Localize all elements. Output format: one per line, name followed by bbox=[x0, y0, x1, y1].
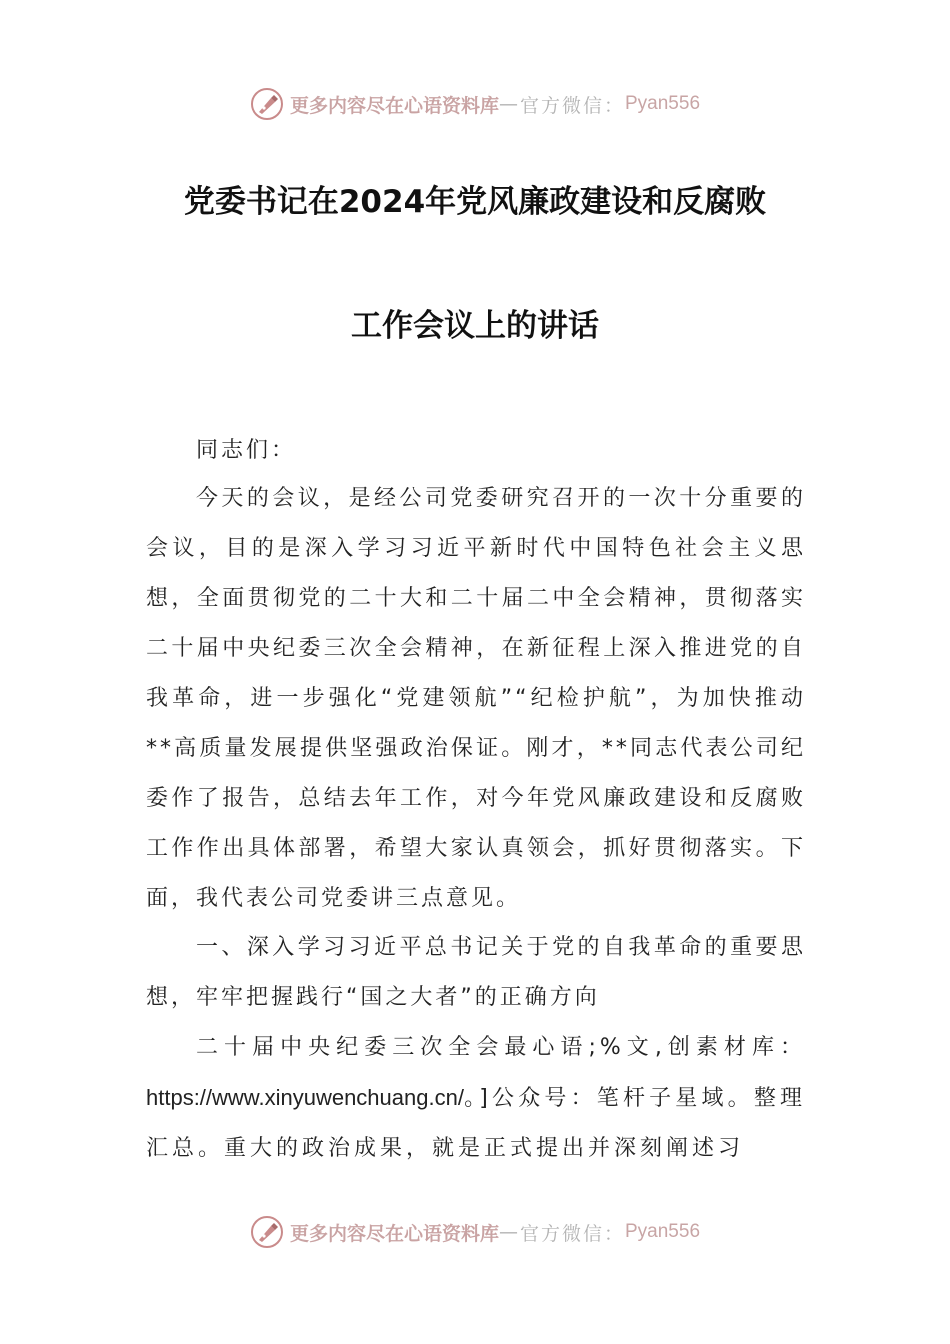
watermark-separator: — bbox=[498, 93, 520, 115]
resource-link[interactable]: https://www.xinyuwenchuang.cn/ bbox=[146, 1085, 464, 1110]
body-paragraph-1: 今天的会议，是经公司党委研究召开的一次十分重要的会议，目的是深入学习习近平新时代中国特色社会主义思想，全面贯彻党的二十大和二十届二中全会精神，贯彻落实二十届中央纪委三次全会精神，在新征程上深入推进党的自我革命，进一步强化“党建领航”“纪检护航”，为加快推动**高质量发展提供坚强政治保证。刚才，**同志代表公司纪委作了报告，总结去年工作，对今年党风廉政建设和反腐败工作作出具体部署，希望大家认真领会，抓好贯彻落实。下面，我代表公司党委讲三点意见。 bbox=[146, 486, 806, 911]
section-heading-1: 一、深入学习习近平总书记关于党的自我革命的重要思想，牢牢把握践行“国之大者”的正确方向 bbox=[146, 935, 806, 1010]
watermark-separator: — bbox=[498, 1221, 520, 1243]
pen-nib-logo-icon bbox=[250, 1215, 284, 1249]
watermark-label: 官方微信： bbox=[519, 1222, 625, 1245]
footer-watermark bbox=[0, 1212, 950, 1252]
watermark-id: Pyan556 bbox=[625, 93, 701, 114]
watermark-brand: 更多内容尽在心语资料库 bbox=[289, 1222, 499, 1245]
watermark-label: 官方微信： bbox=[519, 94, 625, 117]
watermark-brand: 更多内容尽在心语资料库 bbox=[289, 94, 499, 117]
paragraph-2-start: 二十届中央纪委三次全会最心语;%文,创素材库： bbox=[196, 1035, 806, 1060]
pen-nib-logo-icon bbox=[250, 87, 284, 121]
page-title-line-1: 党委书记在2024年党风廉政建设和反腐败 bbox=[183, 184, 767, 220]
body-paragraph-2 bbox=[146, 1023, 806, 1174]
header-watermark bbox=[0, 84, 950, 124]
watermark-id: Pyan556 bbox=[625, 1221, 701, 1242]
page-title-line-2: 工作会议上的讲话 bbox=[351, 308, 599, 344]
paragraph-2-end: 。]公众号：笔杆子星域。整理汇总。重大的政治成果，就是正式提出并深刻阐述习 bbox=[146, 1086, 806, 1161]
salutation: 同志们： bbox=[196, 438, 297, 463]
